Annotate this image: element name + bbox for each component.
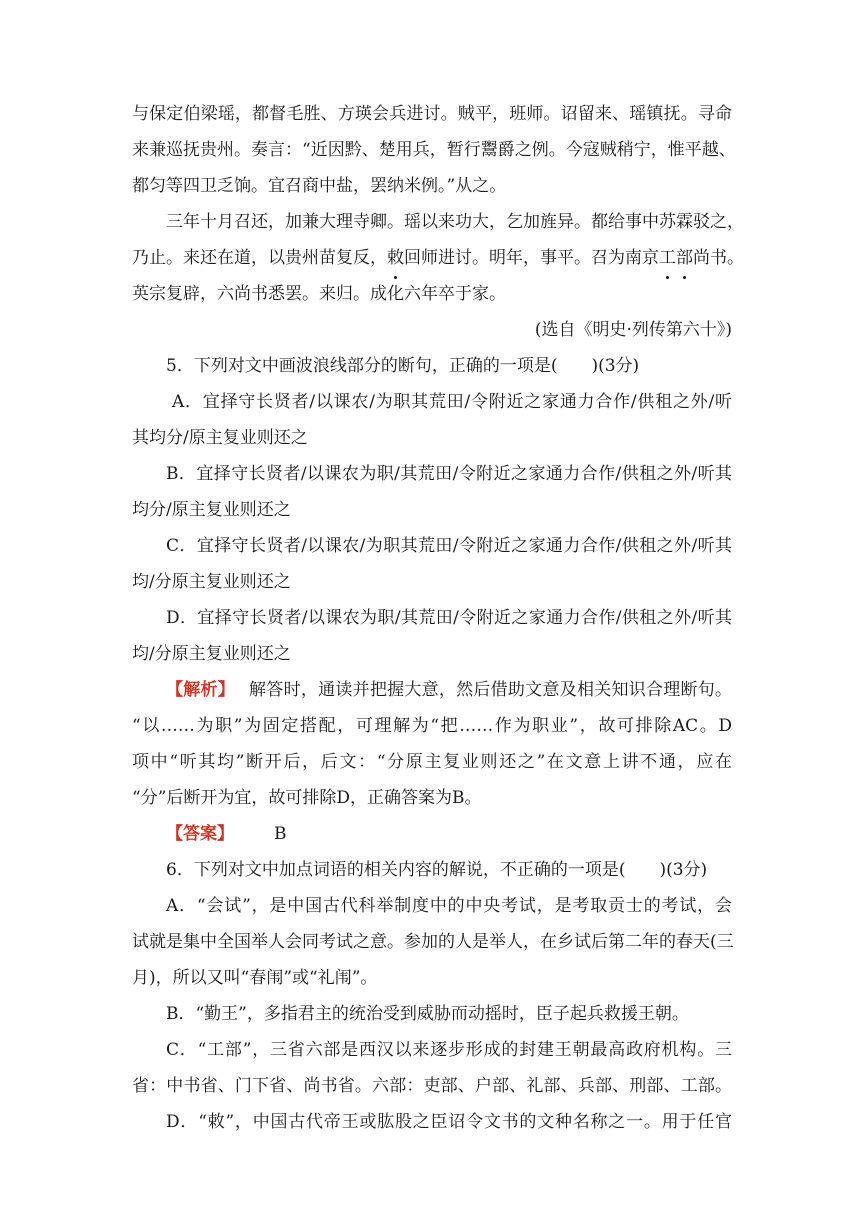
passage-line: 英宗复辟，六尚书悉罢。来归。成化六年卒于家。 [132, 284, 506, 304]
passage [132, 96, 744, 348]
dotted-word: 工 [659, 240, 676, 276]
option-c-cont: 省：中书省、门下省、尚书省。六部：吏部、户部、礼部、兵部、刑部、工部。 [132, 1076, 732, 1096]
answer-label: 【答案】 [166, 824, 234, 844]
option-d-cont: 均/分原主复业则还之 [132, 644, 291, 664]
dotted-word: 敕 [387, 240, 404, 276]
option-b: B．“勤王”，多指君主的统治受到威胁而动摇时，臣子起兵救援王朝。 [166, 1004, 689, 1024]
option-c: C．“工部”，三省六部是西汉以来逐步形成的封建王朝最高政府机构。三 [166, 1040, 732, 1060]
option-a-cont: 其均分/原主复业则还之 [132, 428, 308, 448]
option-b: B．宜择守长贤者/以课农为职/其荒田/令附近之家通力合作/供租之外/听其 [166, 464, 732, 484]
passage-line: 与保定伯梁瑶，都督毛胜、方瑛会兵进讨。贼平，班师。诏留来、瑶镇抚。寻命 [132, 104, 732, 124]
analysis-line: 项中“听其均”断开后，后文：“分原主复业则还之”在文意上讲不通，应在 [132, 752, 732, 772]
question-5 [132, 348, 732, 852]
option-a: A．宜择守长贤者/以课农/为职其荒田/令附近之家通力合作/供租之外/听 [172, 392, 732, 412]
option-b-cont: 均分/原主复业则还之 [132, 500, 291, 520]
dotted-word: 部 [676, 240, 693, 276]
analysis-line: “分”后断开为宜，故可排除D，正确答案为B。 [132, 788, 482, 808]
passage-line: 来兼巡抚贵州。奏言：“近因黔、楚用兵，暂行鬻爵之例。今寇贼稍宁，惟平越、 [132, 140, 736, 160]
option-c: C．宜择守长贤者/以课农/为职其荒田/令附近之家通力合作/供租之外/听其 [166, 536, 732, 556]
passage-source: (选自《明史·列传第六十》) [534, 320, 732, 340]
analysis-label: 【解析】 [166, 680, 236, 700]
analysis-line: “以……为职”为固定搭配，可理解为“把……作为职业”，故可排除AC。D [132, 716, 732, 736]
option-a-cont: 试就是集中全国举人会同考试之意。参加的人是举人，在乡试后第二年的春天(三 [132, 932, 734, 952]
option-a: A．“会试”，是中国古代科举制度中的中央考试，是考取贡士的考试，会 [166, 896, 732, 916]
option-a-cont: 月)，所以又叫“春闱”或“礼闱”。 [132, 968, 378, 988]
question-6 [132, 852, 732, 1140]
passage-line-with-dotted-words: 乃止。来还在道，以贵州苗复反，敕回师进讨。明年，事平。召为南京工部尚书。 [132, 240, 732, 276]
answer-line [132, 816, 732, 852]
passage-line: 都匀等四卫乏饷。宜召商中盐，罢纳米例。”从之。 [132, 176, 507, 196]
question-6-stem: 6．下列对文中加点词语的相关内容的解说，不正确的一项是( )(3分) [166, 860, 708, 880]
option-d: D．“敕”，中国古代帝王或肱股之臣诏令文书的文种名称之一。用于任官 [166, 1112, 732, 1132]
question-5-stem: 5．下列对文中画波浪线部分的断句，正确的一项是( )(3分) [166, 356, 640, 376]
option-c-cont: 均/分原主复业则还之 [132, 572, 291, 592]
passage-line: 三年十月召还，加兼大理寺卿。瑶以来功大，乞加旌异。都给事中苏霖驳之， [166, 212, 744, 232]
analysis-line: 【解析】 解答时，通读并把握大意，然后借助文意及相关知识合理断句。 [166, 680, 733, 700]
answer-value: B [274, 824, 287, 844]
option-d: D．宜择守长贤者/以课农为职/其荒田/令附近之家通力合作/供租之外/听其 [166, 608, 732, 628]
